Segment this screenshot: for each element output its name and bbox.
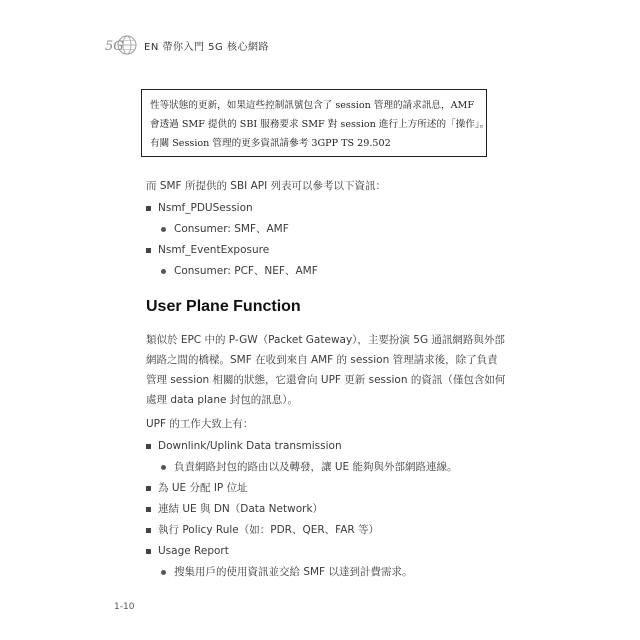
square-bullet-icon bbox=[146, 486, 151, 491]
paragraph-line: 管理 session 相關的狀態，它還會向 UPF 更新 session 的資訊（僅包含如何 bbox=[146, 374, 506, 386]
logo-text: 5G bbox=[105, 39, 124, 54]
task-detail: 負責網路封包的路由以及轉發，讓 UE 能夠與外部網路連線。 bbox=[174, 461, 458, 473]
paragraph-line: 類似於 EPC 中的 P-GW（Packet Gateway），主要扮演 5G 通訊網路與外部 bbox=[146, 334, 505, 346]
upf-tasks-intro: UPF 的工作大致上有： bbox=[146, 418, 254, 430]
list-subitem bbox=[146, 562, 491, 583]
running-header bbox=[104, 34, 269, 56]
square-bullet-icon bbox=[146, 248, 151, 253]
square-bullet-icon bbox=[146, 444, 151, 449]
task-label: Downlink/Uplink Data transmission bbox=[158, 440, 342, 452]
round-bullet-icon bbox=[161, 465, 166, 470]
square-bullet-icon bbox=[146, 507, 151, 512]
api-consumers: Consumer: SMF、AMF bbox=[174, 223, 289, 235]
task-label: 執行 Policy Rule（如：PDR、QER、FAR 等） bbox=[158, 524, 380, 536]
page-number: 1-10 bbox=[114, 602, 135, 612]
list-item bbox=[146, 198, 491, 219]
note-line: 會透過 SMF 提供的 SBI 服務要求 SMF 對 session 進行上方所述的「操作」。 bbox=[150, 119, 490, 130]
list-item bbox=[146, 499, 491, 520]
task-detail: 搜集用戶的使用資訊並交給 SMF 以達到計費需求。 bbox=[174, 566, 413, 578]
upf-task-list bbox=[146, 436, 491, 583]
paragraph-line: 處理 data plane 封包的訊息）。 bbox=[146, 394, 299, 406]
list-item bbox=[146, 478, 491, 499]
round-bullet-icon bbox=[161, 570, 166, 575]
api-consumers: Consumer: PCF、NEF、AMF bbox=[174, 265, 318, 277]
paragraph-line: 網路之間的橋樑。SMF 在收到來自 AMF 的 session 管理請求後，除了負責 bbox=[146, 354, 498, 366]
smf-api-intro: 而 SMF 所提供的 SBI API 列表可以參考以下資訊： bbox=[146, 180, 387, 192]
section-title: User Plane Function bbox=[146, 298, 301, 315]
list-subitem bbox=[146, 261, 491, 282]
task-label: 為 UE 分配 IP 位址 bbox=[158, 482, 248, 494]
book-title: EN 帶你入門 5G 核心網路 bbox=[144, 41, 269, 53]
task-label: Usage Report bbox=[158, 545, 229, 557]
note-line: 性等狀態的更新，如果這些控制訊號包含了 session 管理的請求訊息，AMF bbox=[150, 100, 475, 111]
note-box bbox=[141, 89, 490, 157]
square-bullet-icon bbox=[146, 549, 151, 554]
square-bullet-icon bbox=[146, 206, 151, 211]
api-name: Nsmf_EventExposure bbox=[158, 244, 270, 256]
list-item bbox=[146, 436, 491, 457]
note-line: 有關 Session 管理的更多資訊請參考 3GPP TS 29.502 bbox=[150, 138, 391, 149]
upf-paragraph bbox=[146, 330, 506, 410]
square-bullet-icon bbox=[146, 528, 151, 533]
list-item bbox=[146, 520, 491, 541]
main-content bbox=[146, 178, 506, 583]
smf-api-list bbox=[146, 198, 491, 282]
round-bullet-icon bbox=[161, 227, 166, 232]
5g-globe-logo-icon bbox=[104, 34, 138, 56]
list-item bbox=[146, 541, 491, 562]
list-item bbox=[146, 240, 491, 261]
round-bullet-icon bbox=[161, 269, 166, 274]
list-subitem bbox=[146, 219, 491, 240]
api-name: Nsmf_PDUSession bbox=[158, 202, 253, 214]
list-subitem bbox=[146, 457, 491, 478]
task-label: 連結 UE 與 DN（Data Network） bbox=[158, 503, 324, 515]
